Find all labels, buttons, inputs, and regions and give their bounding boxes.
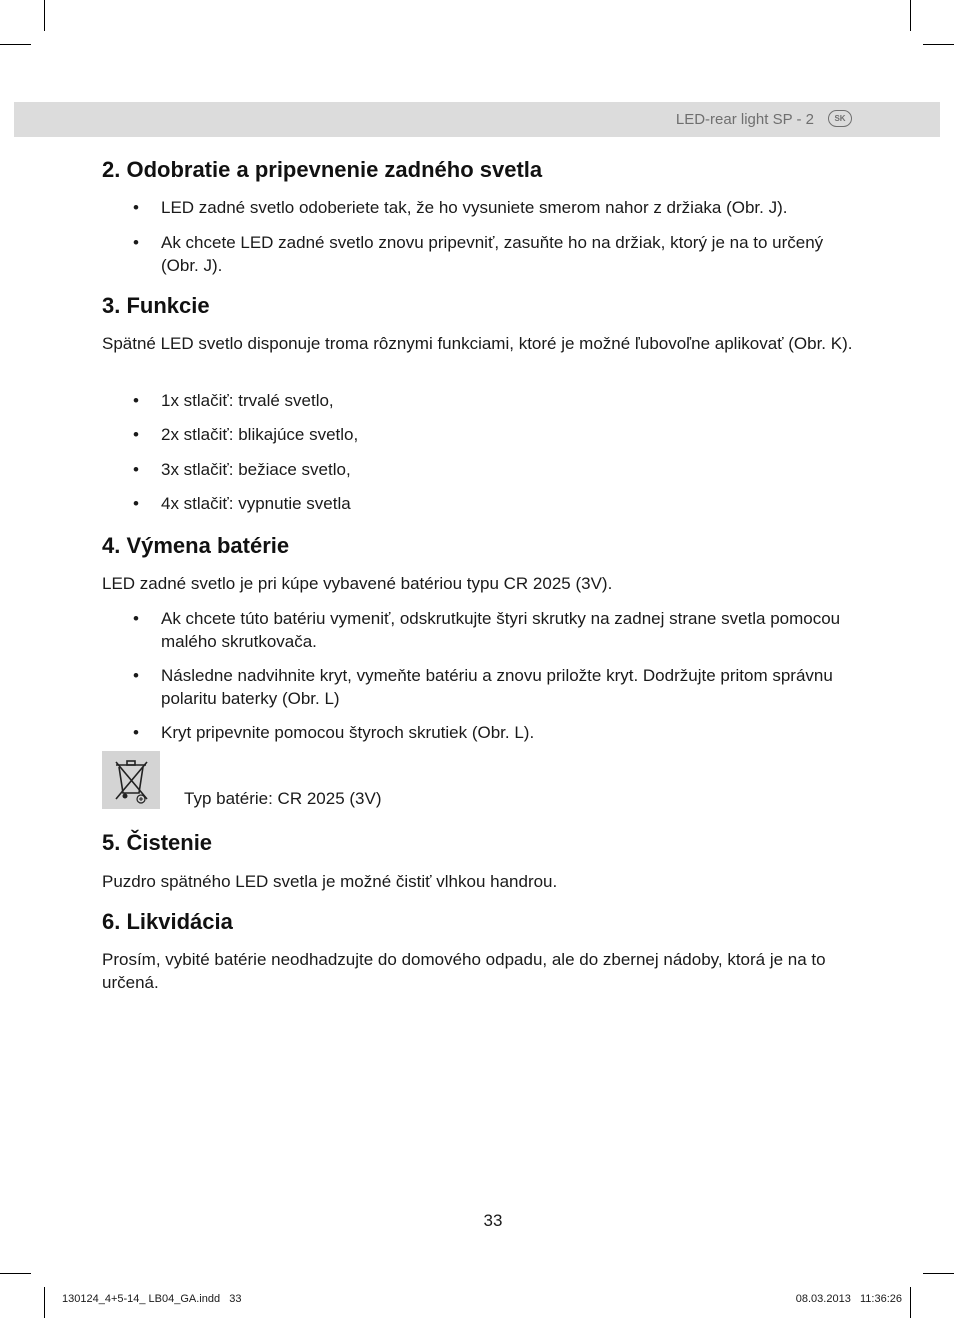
language-badge: SK <box>828 110 852 127</box>
paragraph: LED zadné svetlo je pri kúpe vybavené batériou typu CR 2025 (3V). <box>102 574 613 593</box>
crop-mark <box>910 1287 911 1318</box>
list-item-text: 1x stlačiť: trvalé svetlo, <box>161 391 334 410</box>
list-item-text: LED zadné svetlo odoberiete tak, že ho vysuniete smerom nahor z držiaka (Obr. J). <box>161 198 788 217</box>
list-item <box>133 389 843 412</box>
list-item <box>133 423 843 446</box>
footer-timestamp: 08.03.2013 11:36:26 <box>795 1293 902 1305</box>
list-item-text: 3x stlačiť: bežiace svetlo, <box>161 460 351 479</box>
list-item-text: Ak chcete túto batériu vymeniť, odskrutkujte štyri skrutky na zadnej strane svetla pomocou malého skrutkovača. <box>161 609 841 651</box>
paragraph: Spätné LED svetlo disponuje troma rôznymi funkciami, ktoré je možné ľubovoľne aplikovať (Obr. K). <box>102 334 853 353</box>
list-item <box>133 664 843 710</box>
section-heading: 3. Funkcie <box>102 293 210 318</box>
battery-type-label: Typ batérie: CR 2025 (3V) <box>184 789 382 808</box>
list-item <box>133 492 843 515</box>
page-number: 33 <box>483 1211 503 1230</box>
section-heading: 4. Výmena batérie <box>102 533 290 558</box>
paragraph: Prosím, vybité batérie neodhadzujte do domového odpadu, ale do zbernej nádoby, ktorá je na to určená. <box>102 950 826 992</box>
header-product-title: LED-rear light SP - 2 <box>675 111 814 128</box>
list-item-text: Následne nadvihnite kryt, vymeňte batériu a znovu priložte kryt. Dodržujte pritom správnu polaritu baterky (Obr. L) <box>161 666 833 708</box>
list-item-text: 2x stlačiť: blikajúce svetlo, <box>161 425 359 444</box>
footer-file-info: 130124_4+5-14_ LB04_GA.indd 33 <box>62 1293 242 1305</box>
list-item <box>133 196 843 219</box>
crop-mark <box>923 44 954 45</box>
bullet-marker: • <box>133 198 139 217</box>
list-item <box>133 721 843 744</box>
crossed-out-wheelie-bin-icon <box>102 751 160 809</box>
bullet-marker: • <box>133 425 139 444</box>
list-item <box>133 607 843 653</box>
crop-mark <box>923 1273 954 1274</box>
section-heading: 2. Odobratie a pripevnenie zadného svetla <box>102 157 543 182</box>
list-item <box>133 231 843 277</box>
crop-mark <box>44 0 45 31</box>
crop-mark <box>44 1287 45 1318</box>
list-item-text: 4x stlačiť: vypnutie svetla <box>161 494 351 513</box>
section-heading: 5. Čistenie <box>102 830 213 855</box>
list-item-text: Kryt pripevnite pomocou štyroch skrutiek (Obr. L). <box>161 723 535 742</box>
bullet-marker: • <box>133 460 139 479</box>
header-bar <box>14 102 940 137</box>
crop-mark <box>910 0 911 31</box>
bullet-marker: • <box>133 723 139 742</box>
bullet-marker: • <box>133 233 139 252</box>
bullet-marker: • <box>133 494 139 513</box>
list-item-text: Ak chcete LED zadné svetlo znovu pripevniť, zasuňte ho na držiak, ktorý je na to určený (Obr. J). <box>161 233 824 275</box>
list-item <box>133 458 843 481</box>
crop-mark <box>0 1273 31 1274</box>
bullet-marker: • <box>133 609 139 628</box>
bullet-marker: • <box>133 666 139 685</box>
crop-mark <box>0 44 31 45</box>
paragraph: Puzdro spätného LED svetla je možné čistiť vlhkou handrou. <box>102 872 558 891</box>
bullet-marker: • <box>133 391 139 410</box>
section-heading: 6. Likvidácia <box>102 909 233 934</box>
